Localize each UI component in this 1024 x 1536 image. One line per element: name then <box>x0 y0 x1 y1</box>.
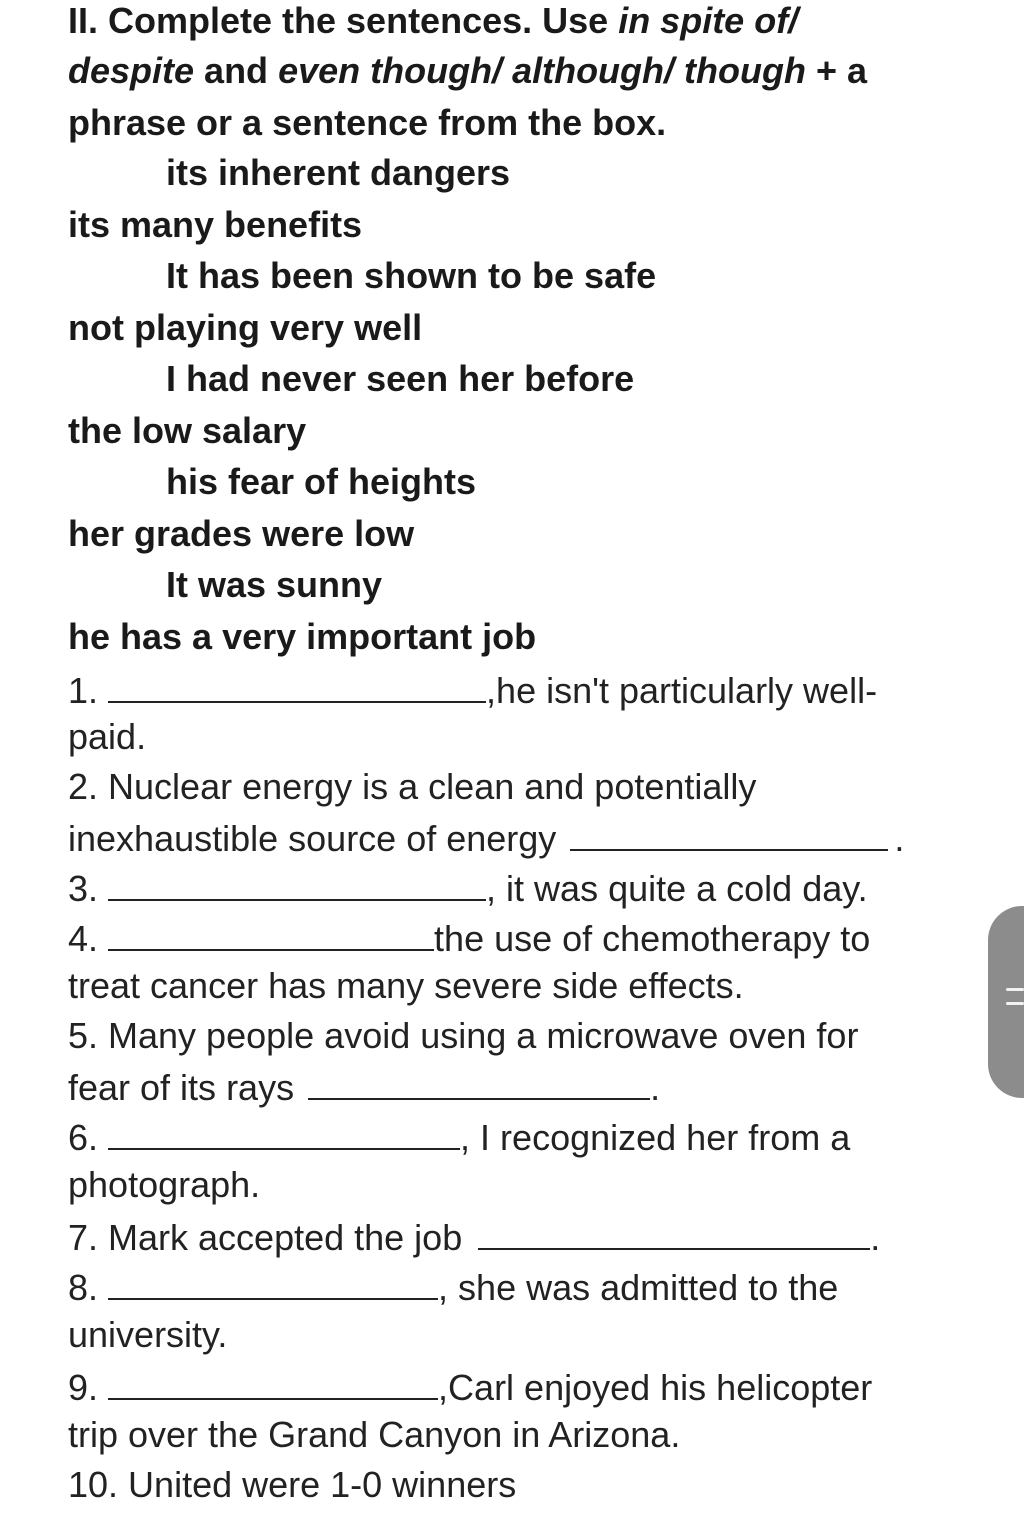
question-6-cont: photograph. <box>68 1164 261 1205</box>
question-text: fear of its rays <box>68 1067 295 1108</box>
question-text: 7. Mark accepted the job <box>68 1217 463 1258</box>
question-text: inexhaustible source of energy <box>68 818 557 859</box>
instruction-italic: in spite of/ <box>618 0 799 41</box>
answer-blank-8[interactable] <box>108 1260 438 1300</box>
box-item: the low salary <box>68 410 307 451</box>
box-item: It was sunny <box>166 564 383 605</box>
answer-blank-1[interactable] <box>108 663 486 703</box>
question-5-cont <box>68 1060 660 1110</box>
question-number: 6. <box>68 1117 99 1158</box>
question-6 <box>68 1110 850 1160</box>
question-8 <box>68 1260 838 1310</box>
grip-lines-icon <box>1006 988 1024 991</box>
question-4 <box>68 911 870 961</box>
question-5: 5. Many people avoid using a microwave oven for <box>68 1015 859 1056</box>
box-item: he has a very important job <box>68 616 537 657</box>
question-2-cont <box>68 811 904 861</box>
question-number: 9. <box>68 1367 99 1408</box>
question-9 <box>68 1360 872 1410</box>
question-text: . <box>650 1067 661 1108</box>
instruction-line-1 <box>68 0 798 46</box>
box-item: It has been shown to be safe <box>166 255 657 296</box>
answer-blank-9[interactable] <box>108 1360 438 1400</box>
instruction-italic: even though/ although/ though <box>278 50 806 91</box>
question-2: 2. Nuclear energy is a clean and potentially <box>68 766 757 807</box>
question-text: the use of chemotherapy to <box>434 918 871 959</box>
answer-blank-3[interactable] <box>108 861 486 901</box>
instruction-line-3: phrase or a sentence from the box. <box>68 102 667 143</box>
instruction-italic: despite <box>68 50 195 91</box>
answer-blank-4[interactable] <box>108 911 434 951</box>
question-3 <box>68 861 868 911</box>
question-text: , I recognized her from a <box>460 1117 851 1158</box>
question-text: , it was quite a cold day. <box>486 868 868 909</box>
question-8-cont: university. <box>68 1314 228 1355</box>
question-number: 4. <box>68 918 99 959</box>
question-number: 3. <box>68 868 99 909</box>
answer-blank-2[interactable] <box>570 811 888 851</box>
question-number: 8. <box>68 1267 99 1308</box>
question-text: ,he isn't particularly well- <box>486 670 878 711</box>
question-text: , she was admitted to the <box>438 1267 839 1308</box>
instruction-text: II. Complete the sentences. Use <box>68 0 619 41</box>
question-7 <box>68 1210 880 1260</box>
box-item: not playing very well <box>68 307 423 348</box>
answer-blank-5[interactable] <box>308 1060 650 1100</box>
question-text: . <box>894 818 905 859</box>
question-text: . <box>870 1217 881 1258</box>
question-9-cont: trip over the Grand Canyon in Arizona. <box>68 1414 681 1455</box>
question-1-cont: paid. <box>68 716 147 757</box>
scroll-handle[interactable] <box>988 906 1024 1098</box>
box-item: its inherent dangers <box>166 152 511 193</box>
instruction-line-2 <box>68 46 867 96</box>
box-item: I had never seen her before <box>166 358 635 399</box>
question-1 <box>68 663 877 713</box>
question-number: 1. <box>68 670 99 711</box>
box-item: its many benefits <box>68 204 363 245</box>
box-item: her grades were low <box>68 513 415 554</box>
answer-blank-6[interactable] <box>108 1110 460 1150</box>
answer-blank-7[interactable] <box>478 1210 870 1250</box>
instruction-text: + a <box>805 50 868 91</box>
box-item: his fear of heights <box>166 461 477 502</box>
question-text: ,Carl enjoyed his helicopter <box>438 1367 873 1408</box>
grip-lines-icon <box>1006 1002 1024 1005</box>
instruction-text: and <box>194 50 279 91</box>
question-4-cont: treat cancer has many severe side effects. <box>68 965 744 1006</box>
question-10: 10. United were 1-0 winners <box>68 1464 517 1505</box>
